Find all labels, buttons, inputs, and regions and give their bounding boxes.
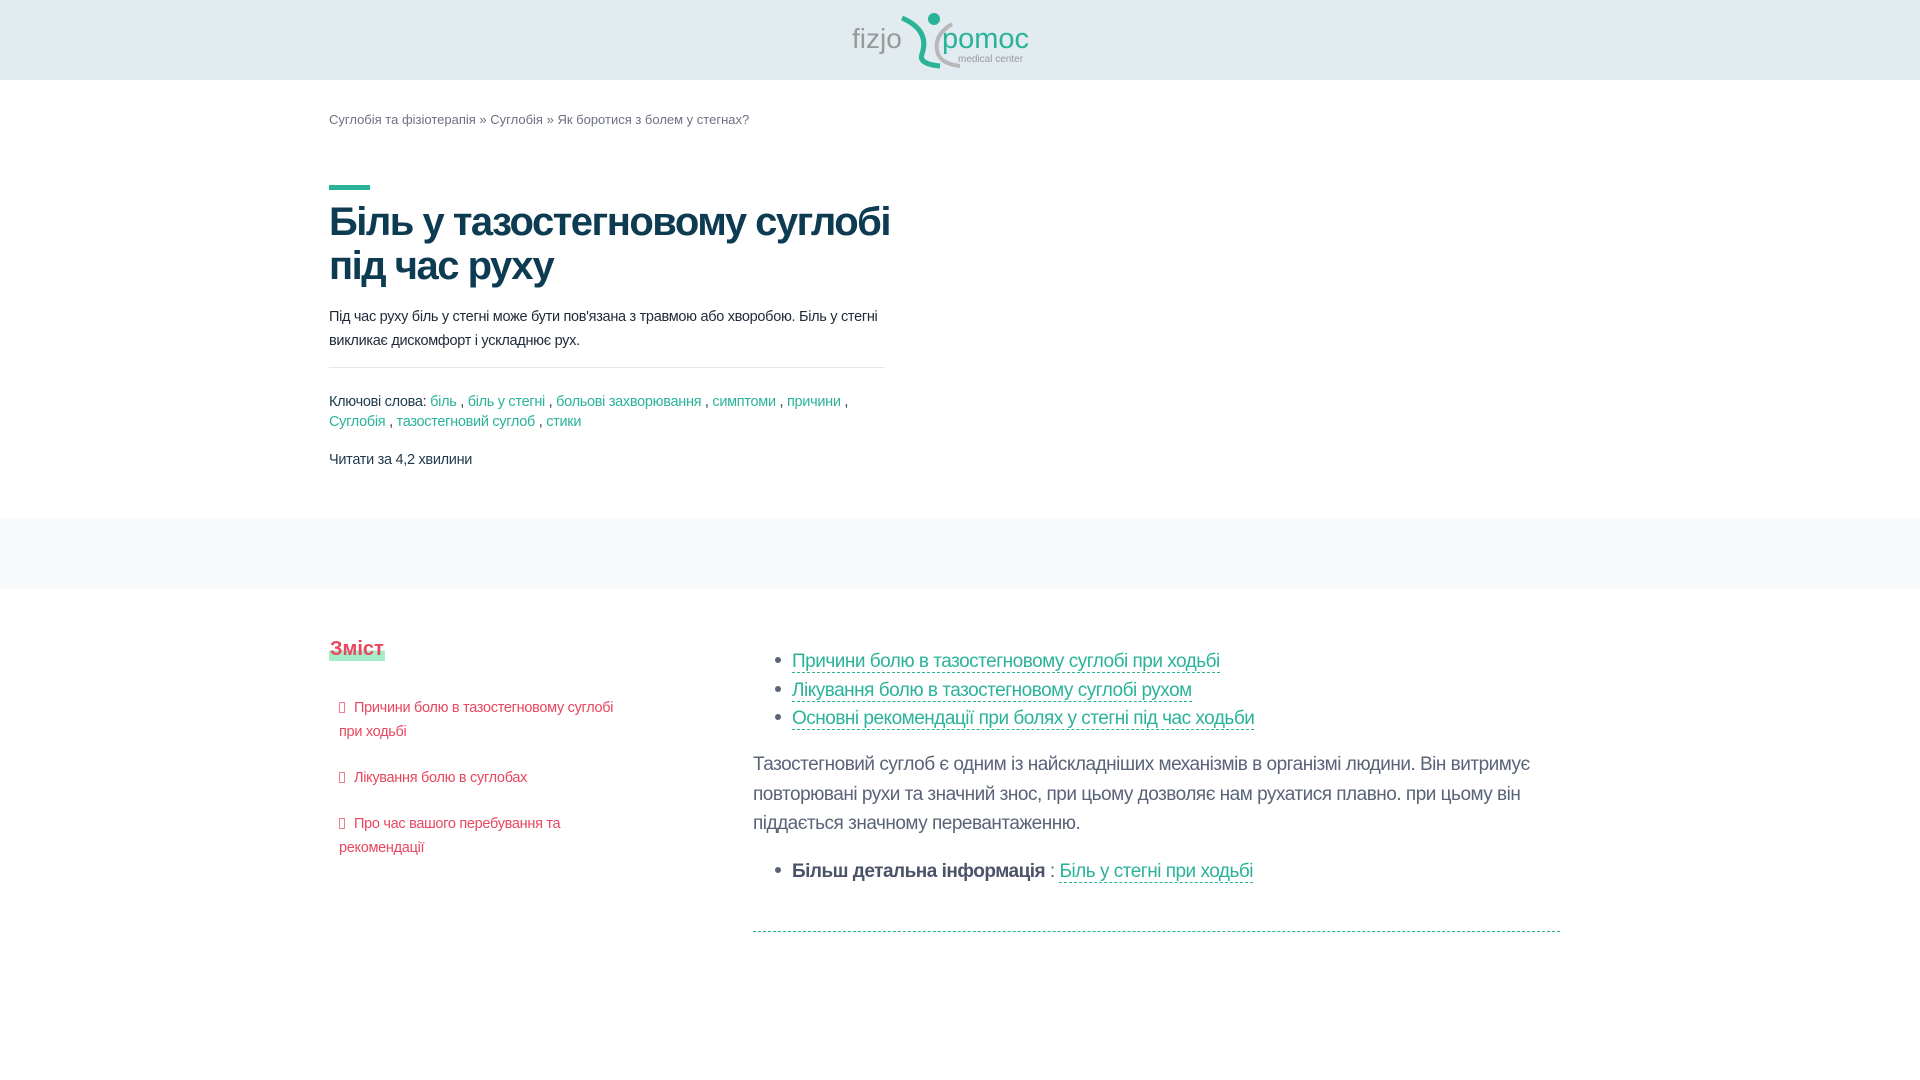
toc-title[interactable]: Зміст <box>330 638 384 660</box>
title-accent-bar <box>329 185 370 190</box>
keyword-link[interactable]: причини <box>786 394 841 410</box>
toc-item-label: Про час вашого перебування та рекомендації <box>339 816 561 856</box>
list-item <box>775 705 1254 734</box>
svg-text:fizjo: fizjo <box>852 23 902 54</box>
bookmark-icon <box>339 818 345 829</box>
keywords-label: Ключові слова: <box>329 394 427 410</box>
logo-icon <box>852 10 1032 70</box>
toc-item[interactable] <box>339 812 599 860</box>
breadcrumb-separator: » <box>546 112 554 127</box>
gray-band <box>0 518 1920 589</box>
breadcrumb-link[interactable]: Суглобія <box>490 112 543 127</box>
toc-item-label: Причини болю в тазостегновому суглобі при ходьбі <box>339 700 614 740</box>
read-time: Читати за 4,2 хвилини <box>329 452 473 468</box>
article-paragraph: Тазостегновий суглоб є одним із найскладніших механізмів в організмі людини. Він витримує повторювані рухи та значний знос, при цьому дозволяє нам рухатися плавно. при цьому він піддається значному перевантаженню. <box>753 754 1530 834</box>
toc-item-label: Лікування болю в суглобах <box>354 770 528 786</box>
svg-text:pomoc: pomoc <box>942 23 1030 55</box>
list-item <box>775 648 1254 677</box>
breadcrumb <box>329 112 749 127</box>
more-info-list <box>775 858 1253 886</box>
keyword-link[interactable]: симптоми <box>712 394 776 410</box>
breadcrumb-separator: » <box>479 112 487 127</box>
divider <box>329 367 885 368</box>
keyword-link[interactable]: біль <box>430 394 457 410</box>
related-link[interactable]: Причини болю в тазостегновому суглобі при ходьбі <box>792 651 1220 672</box>
keyword-link[interactable]: больові захворювання <box>556 394 702 410</box>
more-info-link[interactable]: Біль у стегні при ходьбі <box>1059 861 1253 882</box>
bookmark-icon <box>339 702 345 713</box>
article-description: Під час руху біль у стегні може бути пов'язана з травмою або хворобою. Біль у стегні викликає дискомфорт і ускладнює рух. <box>329 309 878 349</box>
toc-item[interactable] <box>339 696 629 744</box>
toc-item[interactable] <box>339 766 629 790</box>
related-link[interactable]: Основні рекомендації при болях у стегні під час ходьби <box>792 708 1255 729</box>
keyword-link[interactable]: біль у стегні <box>467 394 545 410</box>
svg-text:medical center: medical center <box>958 54 1024 65</box>
keyword-link[interactable]: Суглобія <box>329 414 386 430</box>
related-link[interactable]: Лікування болю в тазостегновому суглобі рухом <box>792 679 1192 701</box>
more-info-label: Більш детальна інформація <box>792 861 1046 882</box>
site-header <box>0 0 1920 80</box>
bookmark-icon <box>339 772 345 783</box>
site-logo[interactable] <box>852 10 1032 70</box>
keyword-link[interactable]: тазостегновий суглоб <box>396 414 536 430</box>
related-links-list <box>775 648 1254 734</box>
breadcrumb-current: Як боротися з болем у стегнах? <box>557 112 750 127</box>
dashed-divider <box>753 931 1560 932</box>
keyword-link[interactable]: стики <box>546 414 582 430</box>
breadcrumb-link[interactable]: Суглобія та фізіотерапія <box>329 112 476 127</box>
list-item <box>775 858 1253 886</box>
page-title: Біль у тазостегновому суглобі під час руху <box>329 200 890 288</box>
list-item <box>775 677 1254 706</box>
keywords: Ключові слова: біль , біль у стегні , больові захворювання , симптоми , причини , Суглобія , тазостегновий суглоб , стики <box>329 394 849 430</box>
separator: : <box>1049 861 1055 882</box>
